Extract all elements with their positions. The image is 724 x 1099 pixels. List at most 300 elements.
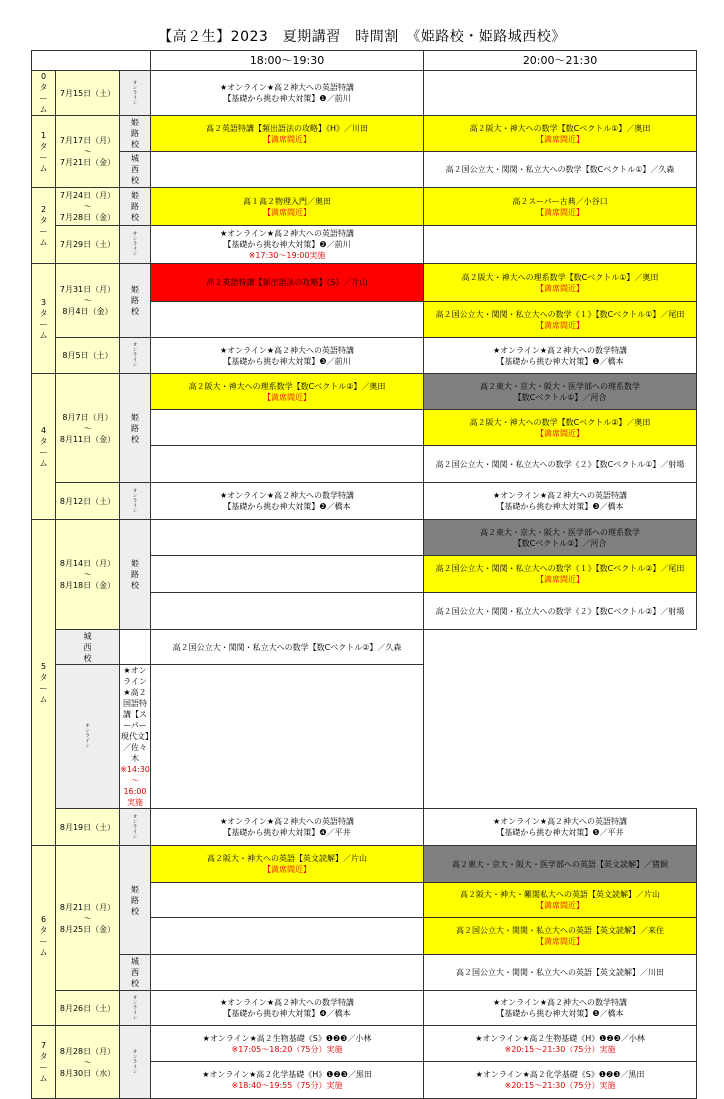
schedule-row xyxy=(32,264,697,302)
term-cell xyxy=(32,188,56,264)
date-line: ～ xyxy=(83,202,92,211)
campus-char: 校 xyxy=(131,906,139,916)
term-char: ー xyxy=(39,152,48,162)
header-row xyxy=(32,51,697,71)
term-char: タ xyxy=(39,436,48,446)
campus-cell xyxy=(120,338,151,374)
class-cell-slot-1 xyxy=(151,991,424,1026)
schedule-row xyxy=(32,226,697,264)
class-line: 高２阪大・神大・難関私大への英語【英文読解】／片山 xyxy=(460,890,661,899)
slot-2-header: 20:00～21:30 xyxy=(424,51,697,71)
class-line: ★オンライン★高２神大への英語特講 xyxy=(492,817,628,826)
class-cell-slot-1 xyxy=(151,918,424,955)
campus-char: オ xyxy=(132,488,138,494)
campus-char: 校 xyxy=(131,434,139,444)
term-char: ー xyxy=(39,447,48,457)
schedule-row xyxy=(32,338,697,374)
class-note: 【満席間近】 xyxy=(263,207,312,217)
class-cell-slot-2 xyxy=(424,302,697,338)
date-line: ～ xyxy=(83,423,92,433)
class-cell-slot-2 xyxy=(424,152,697,188)
date-line: 7月21日（金） xyxy=(59,158,116,167)
date-line: 8月5日（土） xyxy=(62,351,113,360)
date-line: ～ xyxy=(83,913,92,923)
date-line: 8月28日（月） xyxy=(59,1046,116,1056)
campus-char: 姫 xyxy=(131,191,139,200)
date-line: 8月25日（金） xyxy=(59,924,116,934)
campus-char: 路 xyxy=(131,202,139,211)
campus-cell xyxy=(120,116,151,152)
class-line: ★オンライン★高２神大への英語特講 xyxy=(492,491,628,500)
campus-cell xyxy=(120,374,151,483)
class-cell-slot-1 xyxy=(120,665,151,809)
date-line: 8月7日（月） xyxy=(62,412,113,422)
term-char: タ xyxy=(39,83,48,92)
date-line: 8月12日（土） xyxy=(59,496,116,506)
class-cell-slot-2 xyxy=(424,410,697,446)
class-line: 高２阪大・神大への理系数学【数Cベクトル②】／奥田 xyxy=(188,381,386,391)
date-line: 7月31日（月） xyxy=(59,285,116,294)
campus-char: 城 xyxy=(131,154,139,163)
term-char: ー xyxy=(39,319,48,329)
page-title: 【高２生】2023 夏期講習 時間割 《姫路校・姫路城西校》 xyxy=(158,29,566,45)
date-cell xyxy=(56,520,120,630)
class-cell-slot-1 xyxy=(151,809,424,846)
date-line: 8月21日（月） xyxy=(59,902,116,912)
campus-cell xyxy=(120,520,151,630)
class-note: ※17:05～18:20（75分）実施 xyxy=(231,1044,343,1054)
term-char: 4 xyxy=(40,425,47,435)
term-cell xyxy=(32,264,56,374)
schedule-row xyxy=(32,116,697,152)
campus-char: イ xyxy=(85,739,90,744)
campus-cell xyxy=(120,483,151,520)
campus-char: 校 xyxy=(131,140,139,149)
class-line: 高２スーパー古典／小谷口 xyxy=(512,196,608,206)
class-line: ★オンライン★高２神大への英語特講 xyxy=(219,229,355,238)
class-cell-slot-2 xyxy=(424,955,697,991)
class-cell-slot-1 xyxy=(151,593,424,630)
class-note: 【満席間近】 xyxy=(536,428,585,438)
date-line: 8月4日（金） xyxy=(62,307,113,316)
term-char: ム xyxy=(39,105,48,114)
campus-char: 西 xyxy=(83,642,92,652)
class-note: 【満席間近】 xyxy=(536,134,585,144)
class-line: 高２国公立大・関関・私立大への英語【英文読解】／川田 xyxy=(456,968,665,977)
class-line: 【基礎から挑む神大対策】❶／前川 xyxy=(223,94,351,103)
class-line: 高２東大・京大・阪大・医学部への英語【英文読解】／猪飼 xyxy=(452,859,669,869)
campus-char: オ xyxy=(132,80,138,86)
date-line: 8月14日（月） xyxy=(59,559,116,568)
term-char: タ xyxy=(39,1052,48,1061)
class-line: 高２英語特講【頻出語法の攻略】《S》／片山 xyxy=(206,278,368,287)
term-char: 1 xyxy=(40,130,47,140)
class-cell-slot-2 xyxy=(151,665,424,809)
class-cell-slot-1 xyxy=(151,302,424,338)
campus-char: 西 xyxy=(131,165,139,174)
class-cell-slot-2 xyxy=(151,630,424,665)
schedule-row xyxy=(32,630,697,665)
class-cell-slot-2 xyxy=(424,846,697,883)
campus-char: 校 xyxy=(131,979,139,988)
class-note: 【満席間近】 xyxy=(536,207,585,217)
class-line: ★オンライン★高２神大への英語特講 xyxy=(219,817,355,826)
campus-char: 校 xyxy=(83,653,92,663)
campus-char: ラ xyxy=(132,498,138,504)
campus-char: イ xyxy=(132,503,138,509)
class-cell-slot-1 xyxy=(151,374,424,410)
campus-char: ン xyxy=(132,1054,138,1060)
date-line: 7月17日（月） xyxy=(59,136,116,145)
class-cell-slot-2 xyxy=(424,483,697,520)
date-line: 7月15日（土） xyxy=(59,88,116,98)
class-line: 高２国公立大・関関・私立大への数学《１》【数Cベクトル②】／尾田 xyxy=(435,564,685,573)
campus-cell xyxy=(120,152,151,188)
class-note: ※18:40～19:55（75分）実施 xyxy=(231,1081,343,1090)
class-cell-slot-1 xyxy=(151,264,424,302)
term-char: タ xyxy=(39,141,48,151)
term-char: ム xyxy=(39,1074,48,1083)
campus-char: ン xyxy=(132,1000,138,1006)
class-cell-slot-1 xyxy=(151,483,424,520)
class-line: 【数Cベクトル①】／河合 xyxy=(513,392,607,402)
class-line: 高２国公立大・関関・私立大への数学【数Cベクトル①】／久森 xyxy=(445,165,675,174)
date-line: ～ xyxy=(83,570,92,579)
campus-char: オ xyxy=(85,724,90,729)
campus-cell xyxy=(120,226,151,264)
campus-char: 姫 xyxy=(131,412,139,422)
class-line: 高２東大・京大・阪大・医学部への理系数学 xyxy=(480,527,641,537)
class-note: ※14:30～16:00実施 xyxy=(120,765,150,807)
campus-char: ン xyxy=(85,729,90,734)
campus-char: イ xyxy=(132,247,138,252)
campus-char: 校 xyxy=(131,581,139,590)
class-note: 【満席間近】 xyxy=(263,134,312,144)
class-cell-slot-1 xyxy=(151,446,424,483)
class-note: 【満席間近】 xyxy=(536,937,585,946)
campus-char: 城 xyxy=(131,957,139,966)
campus-char: 路 xyxy=(131,296,139,305)
term-char: ー xyxy=(39,226,48,236)
class-cell-slot-2 xyxy=(424,71,697,116)
term-char: ム xyxy=(39,163,48,173)
term-char: 3 xyxy=(40,297,47,307)
term-char: 6 xyxy=(40,914,47,924)
campus-char: イ xyxy=(132,358,138,363)
campus-char: ン xyxy=(132,1069,138,1075)
campus-char: 姫 xyxy=(131,559,139,568)
campus-char: ラ xyxy=(132,1059,138,1065)
class-line: 高２英語特講【頻出語法の攻略】《H》／川田 xyxy=(206,123,369,133)
class-cell-slot-1 xyxy=(151,71,424,116)
class-line: 【基礎から挑む神大対策】❹／平井 xyxy=(223,828,351,837)
class-line: ★オンライン★高２神大への数学特講 xyxy=(492,345,628,355)
campus-char: 路 xyxy=(131,423,139,433)
class-line: 【基礎から挑む神大対策】❷／橋本 xyxy=(223,502,351,511)
date-cell xyxy=(56,809,120,846)
class-line: 高２国公立大・関関・私立大への数学《２》【数Cベクトル②】／射場 xyxy=(435,606,685,616)
campus-char: ラ xyxy=(132,353,138,358)
class-line: 【基礎から挑む神大対策】❺／平井 xyxy=(496,828,624,837)
class-line: 【基礎から挑む神大対策】❸／橋本 xyxy=(496,502,624,511)
date-line: ～ xyxy=(83,1057,92,1067)
date-cell xyxy=(56,226,120,264)
campus-char: イ xyxy=(132,1010,138,1016)
campus-char: 西 xyxy=(131,968,139,977)
campus-char: ン xyxy=(132,100,138,106)
campus-char: ン xyxy=(132,1015,138,1021)
class-note: 【満席間近】 xyxy=(536,320,585,330)
term-char: ー xyxy=(39,94,48,103)
class-cell-slot-1 xyxy=(151,846,424,883)
schedule-row xyxy=(32,665,697,809)
term-cell xyxy=(32,1026,56,1099)
class-cell-slot-1 xyxy=(151,226,424,264)
campus-char: ン xyxy=(132,252,138,257)
class-cell-slot-2 xyxy=(424,1062,697,1099)
campus-char: オ xyxy=(132,343,138,348)
campus-char: ラ xyxy=(132,242,138,247)
term-char: ー xyxy=(39,1063,48,1072)
campus-cell xyxy=(120,188,151,226)
class-cell-slot-2 xyxy=(424,593,697,630)
term-char: タ xyxy=(39,925,48,935)
class-cell-slot-1 xyxy=(151,152,424,188)
term-char: 7 xyxy=(40,1041,47,1050)
class-line: 【基礎から挑む神大対策】❺／橋本 xyxy=(496,1009,624,1018)
campus-char: ラ xyxy=(132,1005,138,1011)
class-line: 高２国公立大・関関・私立大への数学【数Cベクトル②】／久森 xyxy=(172,642,402,652)
class-line: 高２国公立大・関関・私立大への英語【英文読解】／来住 xyxy=(456,926,665,935)
term-cell xyxy=(32,374,56,520)
term-char: ム xyxy=(39,947,48,957)
term-char: ム xyxy=(39,458,48,468)
class-line: ★オンライン★高２神大への数学特講 xyxy=(492,998,628,1007)
term-char: 5 xyxy=(40,661,47,671)
class-note: 【満席間近】 xyxy=(536,283,585,293)
schedule-row xyxy=(32,520,697,556)
schedule-row xyxy=(32,809,697,846)
date-cell xyxy=(56,374,120,483)
campus-char: イ xyxy=(132,1064,138,1070)
campus-cell xyxy=(56,665,120,809)
term-cell xyxy=(32,520,56,846)
class-cell-slot-2 xyxy=(424,918,697,955)
date-cell xyxy=(56,483,120,520)
campus-char: オ xyxy=(132,232,138,237)
campus-char: 姫 xyxy=(131,118,139,127)
campus-char: 路 xyxy=(131,129,139,138)
campus-char: ラ xyxy=(132,90,138,96)
class-line: 【基礎から挑む神大対策】❶／橋本 xyxy=(496,356,624,366)
date-cell xyxy=(56,338,120,374)
class-cell-slot-2 xyxy=(424,1026,697,1062)
class-line: 高２東大・京大・阪大・医学部への理系数学 xyxy=(480,381,641,391)
class-cell-slot-1 xyxy=(151,338,424,374)
class-cell-slot-2 xyxy=(424,809,697,846)
class-line: 【数Cベクトル②】／河合 xyxy=(513,538,607,548)
class-line: 高２国公立大・関関・私立大への数学《２》【数Cベクトル①】／射場 xyxy=(435,459,685,469)
class-cell-slot-1 xyxy=(151,188,424,226)
campus-char: 姫 xyxy=(131,285,139,294)
schedule-row xyxy=(32,483,697,520)
date-cell xyxy=(56,846,120,991)
campus-char: ン xyxy=(132,819,138,825)
schedule-row xyxy=(32,846,697,883)
campus-char: 路 xyxy=(131,570,139,579)
date-line: ～ xyxy=(83,147,92,156)
term-char: 0 xyxy=(40,72,47,81)
campus-char: イ xyxy=(132,829,138,835)
class-line: ★オンライン★高２生物基礎《H》❶❷❸／小林 xyxy=(475,1033,645,1043)
term-cell xyxy=(32,846,56,1026)
class-line: 【基礎から挑む神大対策】❷／前川 xyxy=(223,240,351,249)
term-char: タ xyxy=(39,308,48,318)
date-line: 8月30日（水） xyxy=(59,1068,116,1078)
campus-char: オ xyxy=(132,814,138,820)
campus-cell xyxy=(120,71,151,116)
schedule-row xyxy=(32,374,697,410)
class-cell-slot-1 xyxy=(151,1026,424,1062)
class-line: 高２阪大・神大への英語【英文読解】／片山 xyxy=(207,854,368,863)
class-cell-slot-2 xyxy=(424,446,697,483)
schedule-row xyxy=(32,152,697,188)
campus-char: 校 xyxy=(131,176,139,185)
campus-char: 校 xyxy=(131,307,139,316)
class-cell-slot-1 xyxy=(151,883,424,918)
class-line: 高２阪大・神大への数学【数Cベクトル①】／奥田 xyxy=(469,123,651,133)
campus-char: 校 xyxy=(131,213,139,222)
schedule-row xyxy=(32,991,697,1026)
term-char: ム xyxy=(39,330,48,340)
class-cell-slot-2 xyxy=(424,520,697,556)
campus-cell xyxy=(120,991,151,1026)
class-line: 高２阪大・神大への数学【数Cベクトル②】／奥田 xyxy=(469,417,651,427)
class-cell-slot-2 xyxy=(424,338,697,374)
campus-char: オ xyxy=(132,995,138,1001)
campus-cell xyxy=(120,846,151,955)
date-line: 8月11日（金） xyxy=(59,434,116,444)
class-line: ★オンライン★高２生物基礎《S》❶❷❸／小林 xyxy=(202,1033,372,1043)
date-cell xyxy=(56,188,120,226)
campus-cell xyxy=(120,809,151,846)
class-line: 高２国公立大・関関・私立大への数学《１》【数Cベクトル①】／尾田 xyxy=(435,309,685,319)
schedule-row xyxy=(32,955,697,991)
term-char: ム xyxy=(39,694,48,704)
campus-char: ン xyxy=(132,363,138,368)
campus-char: ン xyxy=(132,834,138,840)
class-note: 【満席間近】 xyxy=(536,901,585,910)
class-cell-slot-1 xyxy=(120,630,151,665)
class-cell-slot-2 xyxy=(424,188,697,226)
class-line: 【基礎から挑む神大対策】❹／橋本 xyxy=(223,1009,351,1018)
class-cell-slot-1 xyxy=(151,1062,424,1099)
date-cell xyxy=(56,71,120,116)
campus-char: ン xyxy=(132,508,138,514)
schedule-row xyxy=(32,188,697,226)
class-note: 【満席間近】 xyxy=(263,865,312,874)
class-line: ★オンライン★高２神大への数学特講 xyxy=(219,491,355,500)
campus-cell xyxy=(56,630,120,665)
class-line: ★オンライン★高２化学基礎《H》❶❷❸／黒田 xyxy=(202,1070,372,1079)
term-char: 2 xyxy=(40,204,47,214)
class-line: 高１高２物理入門／奥田 xyxy=(243,196,332,206)
campus-char: ン xyxy=(132,237,138,242)
class-note: ※20:15～21:30（75分）実施 xyxy=(504,1044,616,1054)
class-cell-slot-1 xyxy=(151,556,424,593)
class-cell-slot-1 xyxy=(151,520,424,556)
class-cell-slot-1 xyxy=(151,410,424,446)
schedule-row xyxy=(32,71,697,116)
date-cell xyxy=(56,1026,120,1099)
term-char: タ xyxy=(39,215,48,225)
campus-char: ン xyxy=(132,493,138,499)
header-blank xyxy=(32,51,151,71)
class-line: 高２阪大・神大への理系数学【数Cベクトル①】／奥田 xyxy=(461,272,659,282)
campus-char: 城 xyxy=(83,631,92,641)
class-cell-slot-2 xyxy=(424,226,697,264)
class-cell-slot-1 xyxy=(151,116,424,152)
date-line: 7月28日（金） xyxy=(59,213,116,222)
schedule-row xyxy=(32,1026,697,1062)
campus-char: ラ xyxy=(85,734,90,739)
term-cell xyxy=(32,116,56,188)
date-line: 7月24日（月） xyxy=(59,191,116,200)
term-char: ー xyxy=(39,936,48,946)
class-line: 【基礎から挑む神大対策】❸／前川 xyxy=(223,356,351,366)
class-line: ★オンライン★高２国語特講【スーパー現代文】／佐々木 xyxy=(121,666,149,763)
term-cell xyxy=(32,71,56,116)
term-char: タ xyxy=(39,672,48,682)
class-cell-slot-2 xyxy=(424,116,697,152)
class-cell-slot-2 xyxy=(424,991,697,1026)
class-cell-slot-2 xyxy=(424,556,697,593)
campus-char: ン xyxy=(132,348,138,353)
class-cell-slot-1 xyxy=(151,955,424,991)
date-cell xyxy=(56,264,120,338)
class-note: 【満席間近】 xyxy=(536,575,585,584)
campus-char: 路 xyxy=(131,895,139,905)
class-cell-slot-2 xyxy=(424,374,697,410)
campus-char: ン xyxy=(85,744,90,749)
term-char: ム xyxy=(39,237,48,247)
class-line: ★オンライン★高２化学基礎《S》❶❷❸／黒田 xyxy=(475,1070,645,1079)
term-char: ー xyxy=(39,683,48,693)
class-cell-slot-2 xyxy=(424,264,697,302)
date-line: 7月29日（土） xyxy=(59,240,116,249)
date-cell xyxy=(56,991,120,1026)
date-cell xyxy=(56,116,120,188)
campus-char: ン xyxy=(132,85,138,91)
class-line: ★オンライン★高２神大への数学特講 xyxy=(219,998,355,1007)
slot-1-header: 18:00～19:30 xyxy=(151,51,424,71)
timetable xyxy=(31,50,697,1099)
date-line: 8月18日（金） xyxy=(59,581,116,590)
campus-char: 姫 xyxy=(131,884,139,894)
date-line: ～ xyxy=(83,296,92,305)
campus-char: オ xyxy=(132,1049,138,1055)
class-cell-slot-2 xyxy=(424,883,697,918)
date-line: 8月19日（土） xyxy=(59,822,116,832)
campus-char: ラ xyxy=(132,824,138,830)
campus-cell xyxy=(120,264,151,338)
date-line: 8月26日（土） xyxy=(59,1003,116,1013)
class-note: ※20:15～21:30（75分）実施 xyxy=(504,1081,616,1090)
campus-char: イ xyxy=(132,95,138,101)
class-line: ★オンライン★高２神大への英語特講 xyxy=(219,83,355,92)
class-note: ※17:30～19:00実施 xyxy=(248,251,326,260)
campus-cell xyxy=(120,955,151,991)
